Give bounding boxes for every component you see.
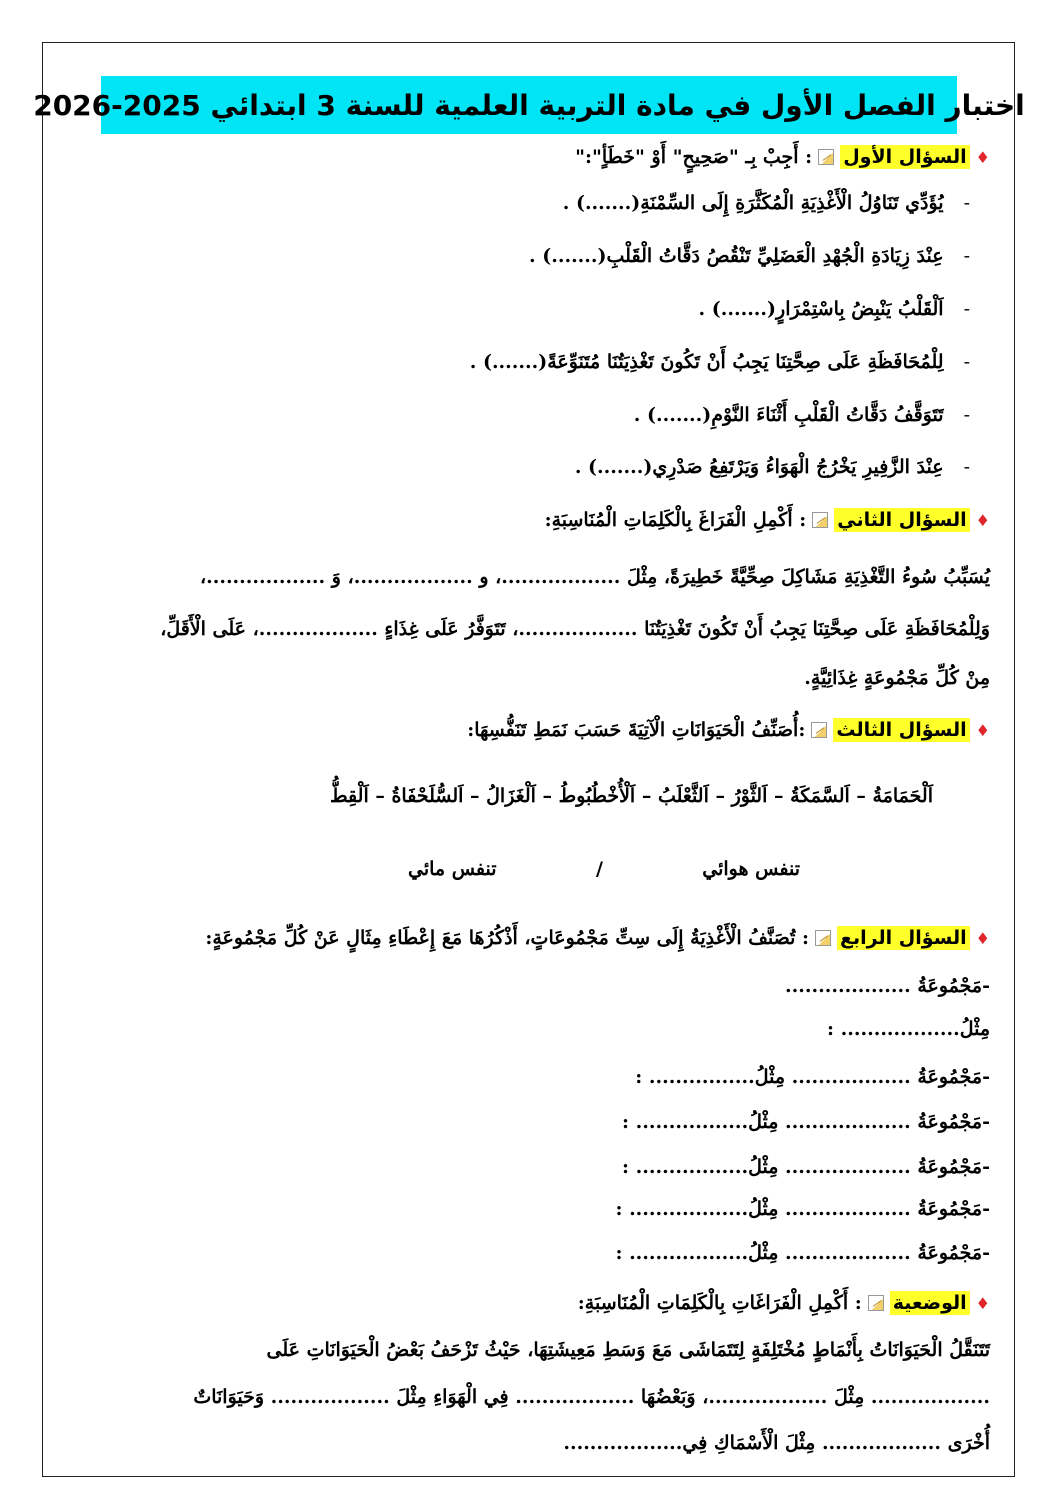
exam-title: اختبار الفصل الأول في مادة التربية العلمية للسنة 3 ابتدائي 2025-2026: [101, 76, 957, 134]
q2-line-3: مِنْ كُلِّ مَجْمُوعَةٍ غِذَائِيَّةٍ.: [804, 667, 990, 689]
q3-column-water: تنفس مائي: [408, 858, 497, 880]
q4-group-line: -مَجْمُوعَةُ ................... مِثْلُ.................. :: [615, 1198, 990, 1220]
q2-header: [545, 508, 990, 532]
memo-icon: [812, 512, 828, 528]
situation-header: [578, 1291, 990, 1315]
q3-column-separator: /: [596, 858, 603, 880]
situation-line-2: .................. مِثْلَ ..................، وَبَعْضُهَا .................. فِي الْهَوَاءِ مِثْلَ .................. وَحَيَوَانَاتٌ: [193, 1386, 990, 1408]
q4-example-line: مِثْلُ.................. :: [827, 1018, 990, 1040]
q4-header: [205, 926, 990, 950]
q1-statement: - تَتَوَقَّفُ دَقَّاتُ الْقَلْبِ أَثْنَاءَ النَّوْمِ(.......) .: [633, 404, 970, 426]
q2-line-1: يُسَبِّبُ سُوءُ التَّغْذِيَةِ مَشَاكِلَ صِحِّيَّةً خَطِيرَةً، مِثْلَ ..................، و ..................، وَ ..................،: [199, 566, 990, 588]
q3-header: [467, 718, 990, 742]
q4-label: السؤال الرابع: [837, 926, 970, 950]
q1-statement: - لِلْمُحَافَظَةِ عَلَى صِحَّتِنَا يَجِبُ أَنْ تَكُونَ تَغْذِيَتُنَا مُتَنَوِّعَةً(.......) .: [469, 351, 970, 373]
q1-statement: - اَلْقَلْبُ يَنْبِضُ بِاسْتِمْرَارٍ(.......) .: [698, 298, 970, 320]
situation-line-3: أُخْرَى .................. مِثْلَ الْأَسْمَاكِ فِي..................: [563, 1432, 990, 1454]
q1-header: [575, 145, 990, 169]
q1-statement: - عِنْدَ زِيَادَةِ الْجُهْدِ الْعَضَلِيِّ تَنْقُصُ دَقَّاتُ الْقَلْبِ(.......) .: [529, 245, 970, 267]
q4-group-line: -مَجْمُوعَةُ ................... مِثْلُ.................. :: [615, 1242, 990, 1264]
q3-animal-list: اَلْحَمَامَةُ – اَلسَّمَكَةُ – اَلثَّوْرُ – اَلثَّعْلَبُ – اَلْأُخْطُبُوطُ – اَلْغَزَالُ – اَلسُّلَحْفَاةُ – اَلْقِطُّ: [330, 785, 933, 807]
q1-statement: - عِنْدَ الزَّفِيرِ يَخْرُجُ الْهَوَاءُ وَيَرْتَفِعُ صَدْرِي(.......) .: [574, 456, 970, 478]
q4-group-line: -مَجْمُوعَةُ ................... مِثْلُ................. :: [622, 1111, 990, 1133]
q2-instruction: : أَكْمِلِ الْفَرَاغَ بِالْكَلِمَاتِ الْمُنَاسِبَةِ:: [544, 509, 807, 531]
q4-group-line: -مَجْمُوعَةُ ................... مِثْلُ................. :: [622, 1156, 990, 1178]
q1-instruction: : أَجِبْ بِـ "صَحِيحٍ" أَوْ "خَطَأٍ":": [575, 146, 813, 168]
memo-icon: [815, 930, 831, 946]
situation-line-1: تَتَنَقَّلُ الْحَيَوَانَاتُ بِأَنْمَاطٍ مُخْتَلِفَةٍ لِتَتَمَاشَى مَعَ وَسَطِ مَعِيشَتِهَا، حَيْثُ تَزْحَفُ بَعْضُ الْحَيَوَانَاتِ عَلَى: [266, 1339, 990, 1361]
red-diamond-icon: ♦: [975, 510, 990, 530]
q3-instruction: :أُصَنِّفُ الْحَيَوَانَاتِ الْآتِيَةَ حَسَبَ نَمَطِ تَنَفُّسِهَا:: [467, 719, 806, 741]
situation-instruction: : أَكْمِلِ الْفَرَاغَاتِ بِالْكَلِمَاتِ الْمُنَاسِبَةِ:: [577, 1292, 862, 1314]
q1-label: السؤال الأول: [840, 145, 969, 169]
q2-line-2: وَلِلْمُحَافَظَةِ عَلَى صِحَّتِنَا يَجِبُ أَنْ تَكُونَ تَغْذِيَتُنَا ..................، تَتَوَفَّرُ عَلَى غِذَاءٍ ..................، عَلَى الْأَقَلِّ،: [160, 618, 990, 640]
situation-label: الوضعية: [890, 1291, 970, 1315]
memo-icon: [868, 1295, 884, 1311]
q4-group-line: -مَجْمُوعَةُ .................. مِثْلُ................ :: [635, 1066, 990, 1088]
q1-statement: - يُؤَدِّي تَنَاوُلُ الْأَغْذِيَةِ الْمُكَثَّرَةِ إِلَى السِّمْنَةِ(.......) .: [562, 192, 970, 214]
q4-group-line: -مَجْمُوعَةُ ...................: [785, 975, 990, 997]
red-diamond-icon: ♦: [975, 147, 990, 167]
q3-column-air: تنفس هوائي: [702, 858, 800, 880]
red-diamond-icon: ♦: [975, 720, 990, 740]
red-diamond-icon: ♦: [975, 928, 990, 948]
memo-icon: [811, 722, 827, 738]
red-diamond-icon: ♦: [975, 1293, 990, 1313]
q4-instruction: : تُصَنَّفُ الْأَغْذِيَةُ إِلَى سِتِّ مَجْمُوعَاتٍ، أَذْكُرُهَا مَعَ إِعْطَاءِ مِثَالٍ عَنْ كُلِّ مَجْمُوعَةٍ:: [205, 927, 810, 949]
q2-label: السؤال الثاني: [834, 508, 969, 532]
memo-icon: [818, 149, 834, 165]
q3-label: السؤال الثالث: [833, 718, 969, 742]
